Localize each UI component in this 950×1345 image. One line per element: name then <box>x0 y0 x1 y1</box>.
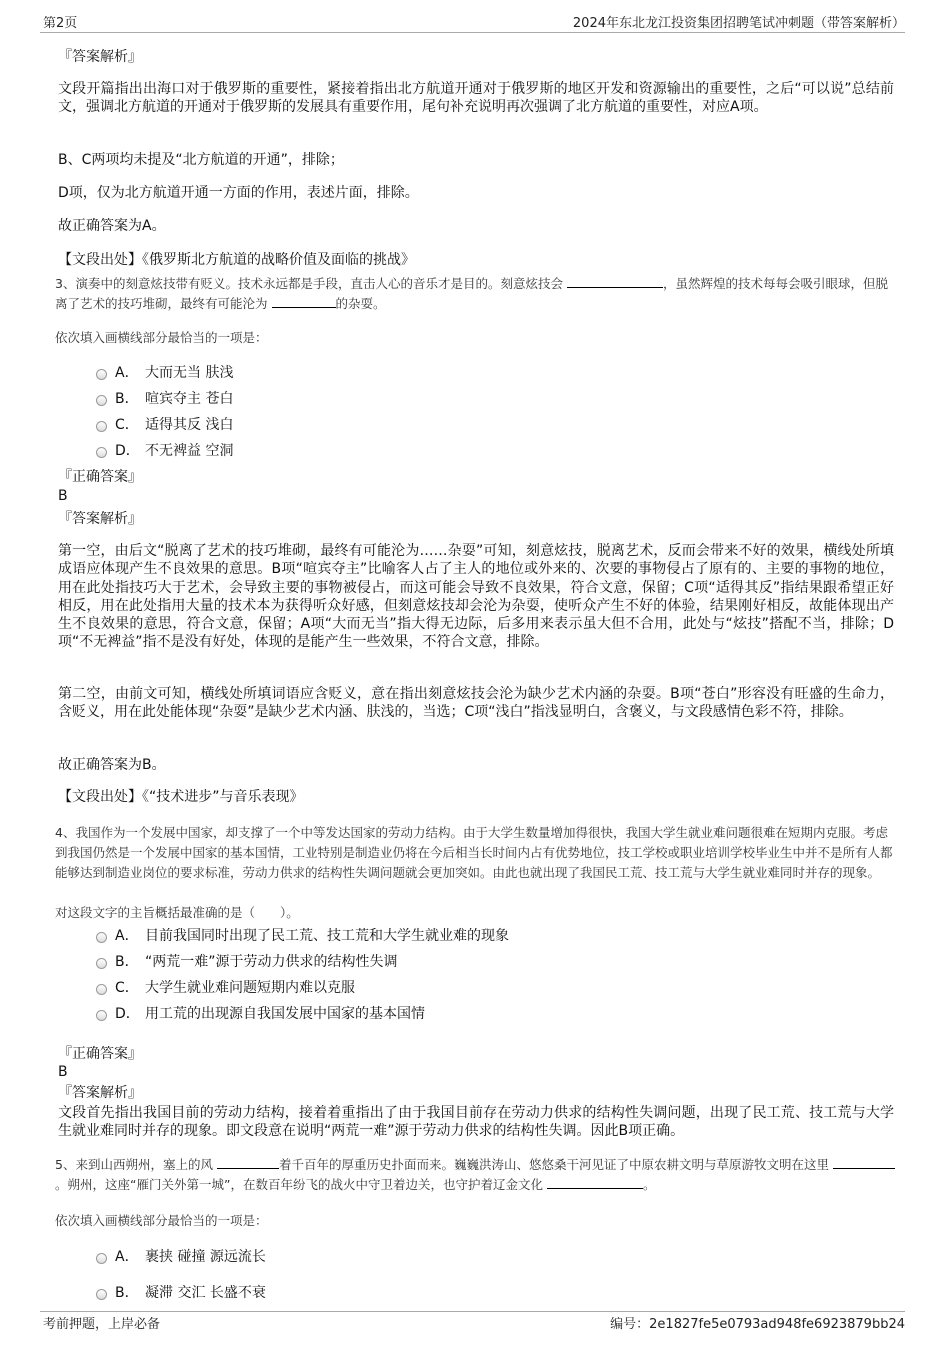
blank <box>547 1176 643 1189</box>
option-text: 凝滞 交汇 长盛不衰 <box>145 1285 266 1301</box>
answer-label: 『正确答案』 <box>58 1046 142 1062</box>
option-b[interactable] <box>96 953 398 971</box>
question-prompt: 对这段文字的主旨概括最准确的是（ ）。 <box>55 905 299 920</box>
radio-icon[interactable] <box>96 395 107 406</box>
option-letter: D． <box>115 443 140 459</box>
radio-icon[interactable] <box>96 1289 107 1300</box>
option-letter: C． <box>115 417 139 433</box>
option-a[interactable] <box>96 927 509 945</box>
option-letter: B． <box>115 1285 139 1301</box>
footer-slogan: 考前押题，上岸必备 <box>43 1317 161 1332</box>
option-letter: D． <box>115 1006 140 1022</box>
option-letter: A． <box>115 1249 139 1265</box>
radio-icon[interactable] <box>96 1010 107 1021</box>
option-text: 用工荒的出现源自我国发展中国家的基本国情 <box>145 1006 425 1022</box>
radio-icon[interactable] <box>96 984 107 995</box>
blank <box>272 295 336 308</box>
option-text: 大而无当 肤浅 <box>145 365 234 381</box>
radio-icon[interactable] <box>96 958 107 969</box>
option-text: 适得其反 浅白 <box>145 417 234 433</box>
option-text: 目前我国同时出现了民工荒、技工荒和大学生就业难的现象 <box>145 928 509 944</box>
analysis-label: 『答案解析』 <box>58 511 142 527</box>
option-b[interactable] <box>96 390 233 408</box>
option-text: 不无裨益 空洞 <box>145 443 234 459</box>
option-letter: A． <box>115 365 139 381</box>
source: 【文段出处】《“技术进步”与音乐表现》 <box>58 789 304 805</box>
stem-text: 5、来到山西朔州，塞上的风 <box>55 1157 213 1172</box>
conclusion: 故正确答案为B。 <box>58 757 166 773</box>
source: 【文段出处】《俄罗斯北方航道的战略价值及面临的挑战》 <box>58 252 415 268</box>
analysis-label: 『答案解析』 <box>58 1085 142 1101</box>
option-text: 大学生就业难问题短期内难以克服 <box>145 980 355 996</box>
question-stem <box>55 1155 895 1194</box>
option-d[interactable] <box>96 442 233 460</box>
header-divider <box>40 32 905 33</box>
radio-icon[interactable] <box>96 932 107 943</box>
question-prompt: 依次填入画横线部分最恰当的一项是： <box>55 330 268 345</box>
correct-answer: B <box>58 1064 68 1080</box>
stem-text: 3、演奏中的刻意炫技带有贬义。技术永远都是手段，直击人心的音乐才是目的。刻意炫技会 <box>55 276 563 291</box>
analysis-text: 文段首先指出我国目前的劳动力结构，接着着重指出了由于我国目前存在劳动力供求的结构性失调问题，出现了民工荒、技工荒与大学生就业难同时并存的现象。即文段意在说明“两荒一难”源于劳动力供求的结构性失调。因此B项正确。 <box>58 1105 894 1140</box>
stem-text: 。朔州，这座“雁门关外第一城”，在数百年纷飞的战火中守卫着边关，也守护着辽金文化 <box>55 1176 543 1192</box>
option-letter: A． <box>115 928 139 944</box>
radio-icon[interactable] <box>96 421 107 432</box>
option-text: “两荒一难”源于劳动力供求的结构性失调 <box>145 954 398 970</box>
footer-divider <box>40 1311 905 1312</box>
blank <box>217 1156 279 1169</box>
analysis-text: 第一空，由后文“脱离了艺术的技巧堆砌，最终有可能沦为……杂耍”可知，刻意炫技，脱离艺术，反而会带来不好的效果，横线处所填成语应体现产生不良效果的意思。B项“喧宾夺主”比喻客人占了主人的地位或外来的、次要的事物侵占了原有的、主要的事物的地位，用在此处指技巧大于艺术，会导致主要的事物被侵占，而这可能会导致不良效果，符合文意，保留；C项“适得其反”指结果跟希望正好相反，用在此处指用大量的技术本为获得听众好感，但刻意炫技却会沦为杂耍，使听众产生不好的体验，结果刚好相反，故能体现出产生不良效果的意思，符合文意，保留；A项“大而无当”指大得无边际，后多用来表示虽大但不合用，此处与“炫技”搭配不当，排除；D项“不无裨益”指不是没有好处，体现的是能产生一些效果，不符合文意，排除。 <box>58 543 894 651</box>
document-id: 编号：2e1827fe5e0793ad948fe6923879bb24 <box>610 1317 905 1332</box>
stem-text: ，虽然辉煌的技术每每会吸引眼球，但脱离了艺术的技巧堆砌，最终有可能沦为 <box>55 276 888 311</box>
stem-text: 的杂耍。 <box>335 295 386 311</box>
radio-icon[interactable] <box>96 447 107 458</box>
option-letter: B． <box>115 954 139 970</box>
option-letter: C． <box>115 980 139 996</box>
question-prompt: 依次填入画横线部分最恰当的一项是： <box>55 1213 268 1228</box>
option-c[interactable] <box>96 979 355 997</box>
analysis-label: 『答案解析』 <box>58 49 142 65</box>
option-text: 喧宾夺主 苍白 <box>145 391 234 407</box>
blank <box>567 275 663 288</box>
option-a[interactable] <box>96 1248 266 1266</box>
radio-icon[interactable] <box>96 1253 107 1264</box>
option-c[interactable] <box>96 416 233 434</box>
page-number: 第2页 <box>43 16 78 31</box>
option-b[interactable] <box>96 1284 266 1302</box>
analysis-text: D项，仅为北方航道开通一方面的作用，表述片面，排除。 <box>58 185 419 201</box>
conclusion: 故正确答案为A。 <box>58 218 166 234</box>
question-stem <box>55 274 895 313</box>
question-stem: 4、我国作为一个发展中国家，却支撑了一个中等发达国家的劳动力结构。由于大学生数量增加得很快，我国大学生就业难问题很难在短期内克服。考虑到我国仍然是一个发展中国家的基本国情，工业特别是制造业仍将在今后相当长时间内占有优势地位，技工学校或职业培训学校毕业生中并不是所有人都能够达到制造业岗位的要求标准，劳动力供求的结构性失调问题就会更加突如。由此也就出现了我国民工荒、技工荒与大学生就业难同时并存的现象。 <box>55 825 893 880</box>
analysis-text: 文段开篇指出出海口对于俄罗斯的重要性，紧接着指出北方航道开通对于俄罗斯的地区开发和资源输出的重要性，之后“可以说”总结前文，强调北方航道的开通对于俄罗斯的发展具有重要作用，尾句补充说明再次强调了北方航道的重要性，对应A项。 <box>58 81 894 116</box>
document-title: 2024年东北龙江投资集团招聘笔试冲刺题（带答案解析） <box>572 16 905 31</box>
analysis-text: B、C两项均未提及“北方航道的开通”，排除； <box>58 152 344 168</box>
analysis-text: 第二空，由前文可知，横线处所填词语应含贬义，意在指出刻意炫技会沦为缺少艺术内涵的杂耍。B项“苍白”形容没有旺盛的生命力，含贬义，用在此处能体现“杂耍”是缺少艺术内涵、肤浅的，当选；C项“浅白”指浅显明白，含褒义，与文段感情色彩不符，排除。 <box>58 686 894 721</box>
option-letter: B． <box>115 391 139 407</box>
option-d[interactable] <box>96 1005 425 1023</box>
option-a[interactable] <box>96 364 233 382</box>
blank <box>833 1156 895 1169</box>
correct-answer: B <box>58 488 68 504</box>
answer-label: 『正确答案』 <box>58 469 142 485</box>
stem-text: 。 <box>642 1176 656 1192</box>
option-text: 裹挟 碰撞 源远流长 <box>145 1249 266 1265</box>
radio-icon[interactable] <box>96 369 107 380</box>
stem-text: 着千百年的厚重历史扑面而来。巍巍洪涛山、悠悠桑干河见证了中原农耕文明与草原游牧文明在这里 <box>278 1157 829 1172</box>
